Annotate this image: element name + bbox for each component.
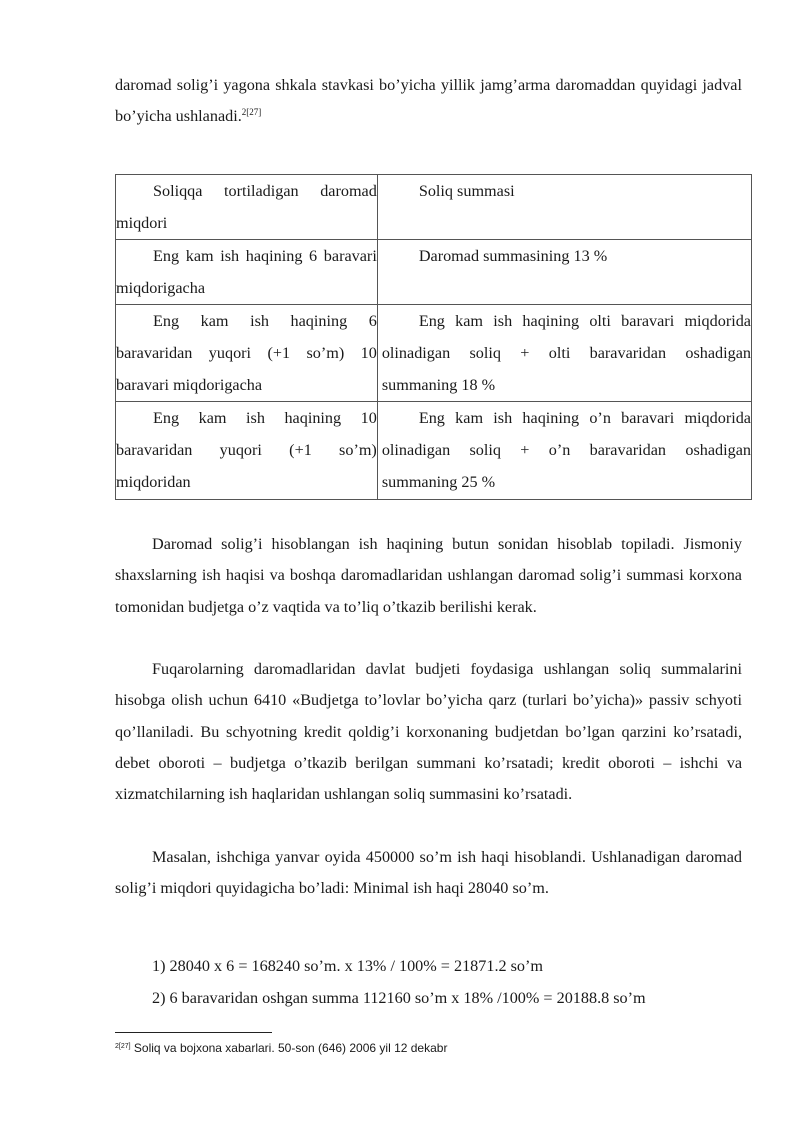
intro-text: daromad solig’i yagona shkala stavkasi bo’yicha yillik jamg’arma daromaddan quyidagi jadval bo’yicha ushlanadi. [115,76,742,126]
table-header-row [116,175,752,240]
table-cell: Eng kam ish haqining 6 baravari miqdorigacha [116,240,378,305]
footnote-reference: 2[27] [241,107,262,118]
intro-paragraph [115,70,742,133]
body-paragraph: Masalan, ishchiga yanvar oyida 450000 so’m ish haqi hisoblandi. Ushlanadigan daromad solig’i miqdori quyidagicha bo’ladi: Minimal ish haqi 28040 so’m. [115,848,742,898]
table-cell: Eng kam ish haqining o’n baravari miqdorida olinadigan soliq + o’n baravaridan oshadigan summaning 25 % [377,402,751,500]
footnote [115,1040,447,1056]
table-cell: Daromad summasining 13 % [377,240,751,305]
table-header-cell: Soliq summasi [377,175,751,240]
calculation-line: 2) 6 baravaridan oshgan summa 112160 so’m x 18% /100% = 20188.8 so’m [152,989,646,1007]
calculation-line: 1) 28040 x 6 = 168240 so’m. x 13% / 100% = 21871.2 so’m [152,957,544,975]
table-cell: Eng kam ish haqining 6 baravaridan yuqori (+1 so’m) 10 baravari miqdorigacha [116,305,378,402]
footnote-divider [115,1032,272,1033]
body-paragraph: Daromad solig’i hisoblangan ish haqining butun sonidan hisoblab topiladi. Jismoniy shaxslarning ish haqisi va boshqa daromadlaridan ushlangan daromad solig’i summasi korxona tomonidan budjetga o’z vaqtida va to’liq o’tkazib berilishi kerak. [115,535,742,616]
tax-rate-table [115,174,752,500]
table-header-cell: Soliqqa tortiladigan daromad miqdori [116,175,378,240]
body-paragraph: Fuqarolarning daromadlaridan davlat budjeti foydasiga ushlangan soliq summalarini hisobga olish uchun 6410 «Budjetga to’lovlar bo’yicha qarz (turlari bo’yicha)» passiv schyoti qo’llaniladi. Bu schyotning kredit qoldig’i korxonaning budjetdan bo’lgan qarzini ko’rsatadi, debet oboroti – budjetga o’tkazib berilgan summani ko’rsatadi; kredit oboroti – ishchi va xizmatchilarning ish haqlaridan ushlangan soliq summasini ko’rsatadi. [115,660,742,804]
table-cell: Eng kam ish haqining 10 baravaridan yuqori (+1 so’m) miqdoridan [116,402,378,500]
table-cell: Eng kam ish haqining olti baravari miqdorida olinadigan soliq + olti baravaridan oshadigan summaning 18 % [377,305,751,402]
table-row [116,402,752,500]
footnote-marker: 2[27] [115,1043,131,1050]
footnote-text: Soliq va bojxona xabarlari. 50-son (646) 2006 yil 12 dekabr [130,1041,448,1055]
table-row [116,305,752,402]
table-row [116,240,752,305]
